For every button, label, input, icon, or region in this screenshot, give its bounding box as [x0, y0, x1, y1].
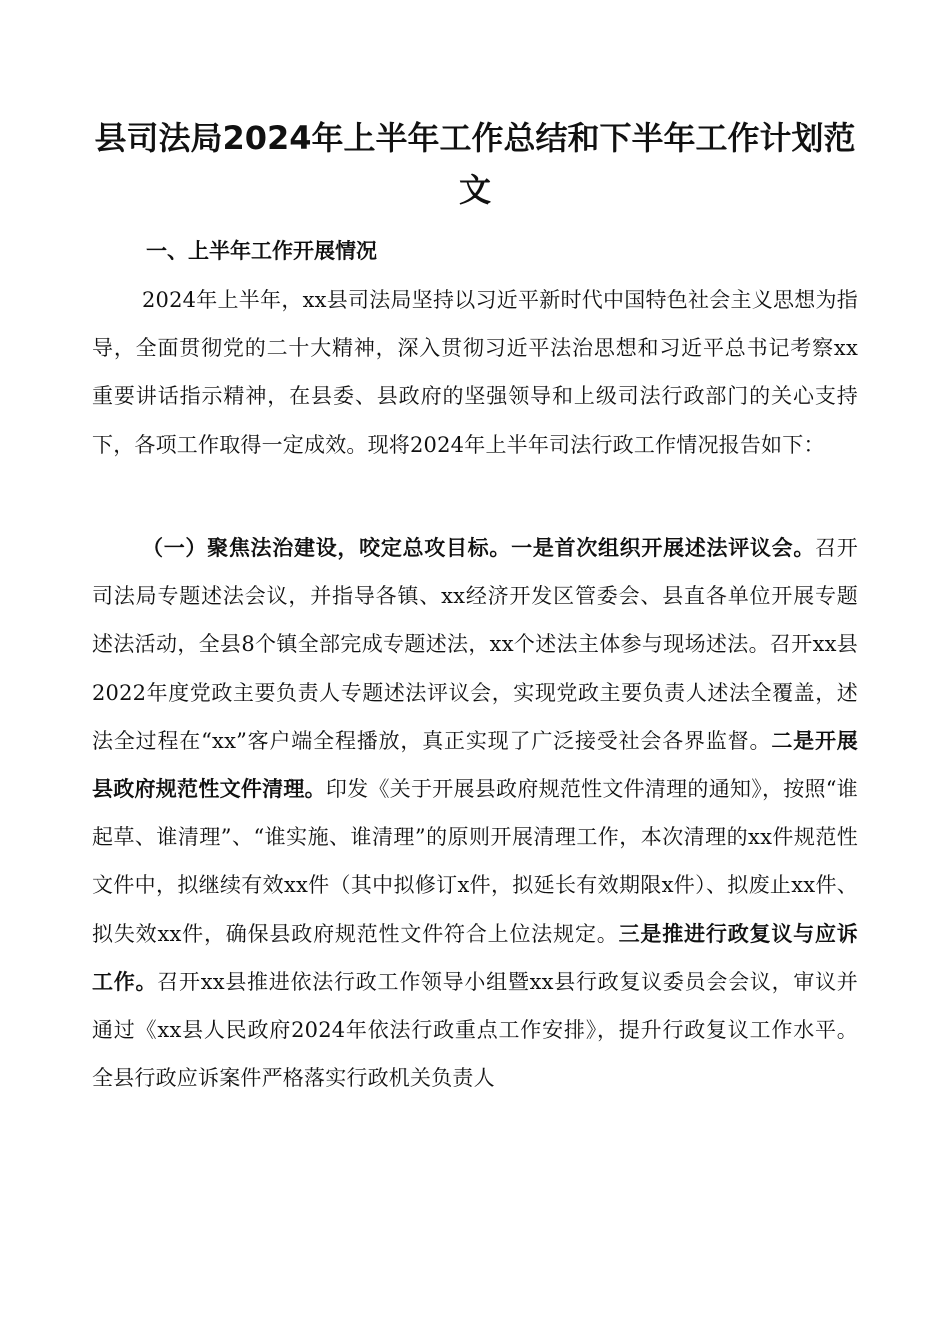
intro-paragraph: 2024年上半年，xx县司法局坚持以习近平新时代中国特色社会主义思想为指导，全面贯彻党的二十大精神，深入贯彻习近平法治思想和习近平总书记考察xx重要讲话指示精神，在县委、县政府的坚强领导和上级司法行政部门的关心支持下，各项工作取得一定成效。现将2024年上半年司法行政工作情况报告如下： — [92, 288, 858, 457]
point3-text: 召开xx县推进依法行政工作领导小组暨xx县行政复议委员会会议，审议并通过《xx县人民政府2024年依法行政重点工作安排》，提升行政复议工作水平。全县行政应诉案件严格落实行政机关负责人 — [92, 969, 859, 1091]
document-title: 县司法局2024年上半年工作总结和下半年工作计划范文 — [94, 119, 856, 209]
point2-title: 二是开展县政府规范性文件清理。 — [92, 728, 858, 802]
point1-title: 一是首次组织开展述法评议会。 — [511, 536, 816, 560]
sub-section-paragraph — [92, 524, 858, 1102]
section-heading: 一、上半年工作开展情况 — [146, 239, 377, 263]
sub-section-heading: （一）聚焦法治建设，咬定总攻目标。 — [142, 536, 512, 560]
point2-text: 印发《关于开展县政府规范性文件清理的通知》，按照“谁起草、谁清理”、“谁实施、谁清理”的原则开展清理工作，本次清理的xx件规范性文件中，拟继续有效xx件（其中拟修订x件，拟延长有效期限x件）、拟废止xx件、拟失效xx件，确保县政府规范性文件符合上位法规定。 — [92, 777, 858, 946]
point3-title: 三是推进行政复议与应诉工作。 — [92, 921, 859, 994]
point1-text: 召开司法局专题述法会议，并指导各镇、xx经济开发区管委会、县直各单位开展专题述法活动，全县8个镇全部完成专题述法，xx个述法主体参与现场述法。召开xx县2022年度党政主要负责人专题述法评议会，实现党政主要负责人述法全覆盖，述法全过程在“xx”客户端全程播放，真正实现了广泛接受社会各界监督。 — [92, 536, 858, 753]
